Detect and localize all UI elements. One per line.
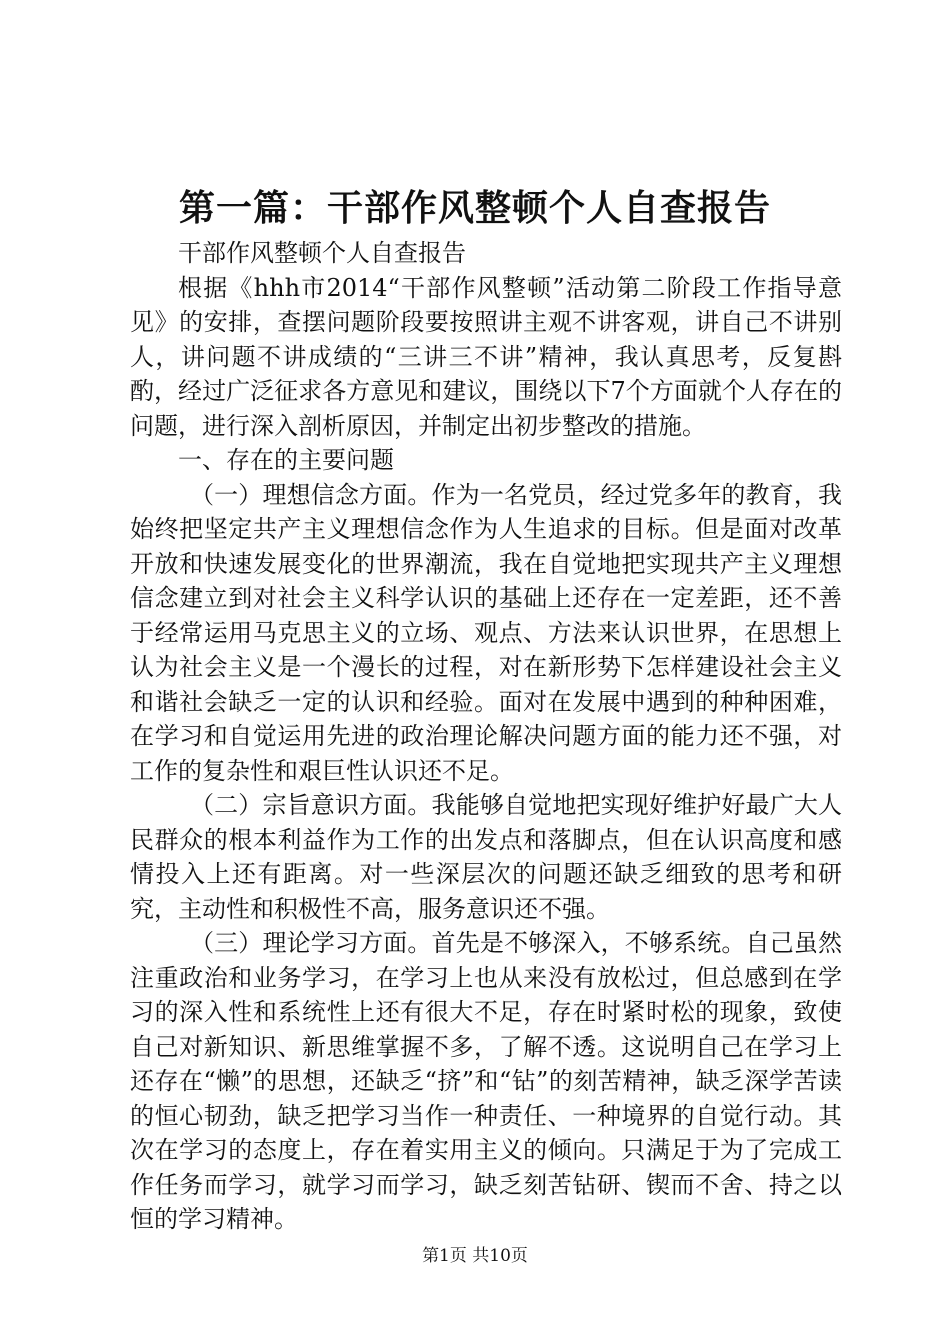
paragraph-ideals: （一）理想信念方面。作为一名党员，经过党多年的教育，我始终把坚定共产主义理想信念作为人生追求的目标。但是面对改革开放和快速发展变化的世界潮流，我在自觉地把实现共产主义理想信念建立到对社会主义科学认识的基础上还存在一定差距，还不善于经常运用马克思主义的立场、观点、方法来认识世界，在思想上认为社会主义是一个漫长的过程，对在新形势下怎样建设社会主义和谐社会缺乏一定的认识和经验。面对在发展中遇到的种种困难，在学习和自觉运用先进的政治理论解决问题方面的能力还不强，对工作的复杂性和艰巨性认识还不足。	[130, 480, 842, 785]
paragraph-intro: 根据《hhh市2014“干部作风整顿”活动第二阶段工作指导意见》的安排，查摆问题阶段要按照讲主观不讲客观，讲自己不讲别人，讲问题不讲成绩的“三讲三不讲”精神，我认真思考，反复斟酌，经过广泛征求各方意见和建议，围绕以下7个方面就个人存在的问题，进行深入剖析原因，并制定出初步整改的措施。	[130, 273, 842, 440]
document-title: 第一篇：干部作风整顿个人自查报告	[178, 187, 771, 229]
section-heading: 一、存在的主要问题	[178, 446, 394, 474]
paragraph-study: （三）理论学习方面。首先是不够深入，不够系统。自己虽然注重政治和业务学习，在学习上也从来没有放松过，但总感到在学习的深入性和系统性上还有很大不足，存在时紧时松的现象，致使自己对新知识、新思维掌握不多，了解不透。这说明自己在学习上还存在“懒”的思想，还缺乏“挤”和“钻”的刻苦精神，缺乏深学苦读的恒心韧劲，缺乏把学习当作一种责任、一种境界的自觉行动。其次在学习的态度上，存在着实用主义的倾向。只满足于为了完成工作任务而学习，就学习而学习，缺乏刻苦钻研、锲而不舍、持之以恒的学习精神。	[130, 929, 842, 1233]
page-number: 第1页 共10页	[422, 1246, 528, 1266]
paragraph-purpose: （二）宗旨意识方面。我能够自觉地把实现好维护好最广大人民群众的根本利益作为工作的出发点和落脚点，但在认识高度和感情投入上还有距离。对一些深层次的问题还缺乏细致的思考和研究，主动性和积极性不高，服务意识还不强。	[130, 791, 842, 923]
document-subtitle: 干部作风整顿个人自查报告	[178, 239, 466, 267]
document-body	[130, 236, 842, 1237]
